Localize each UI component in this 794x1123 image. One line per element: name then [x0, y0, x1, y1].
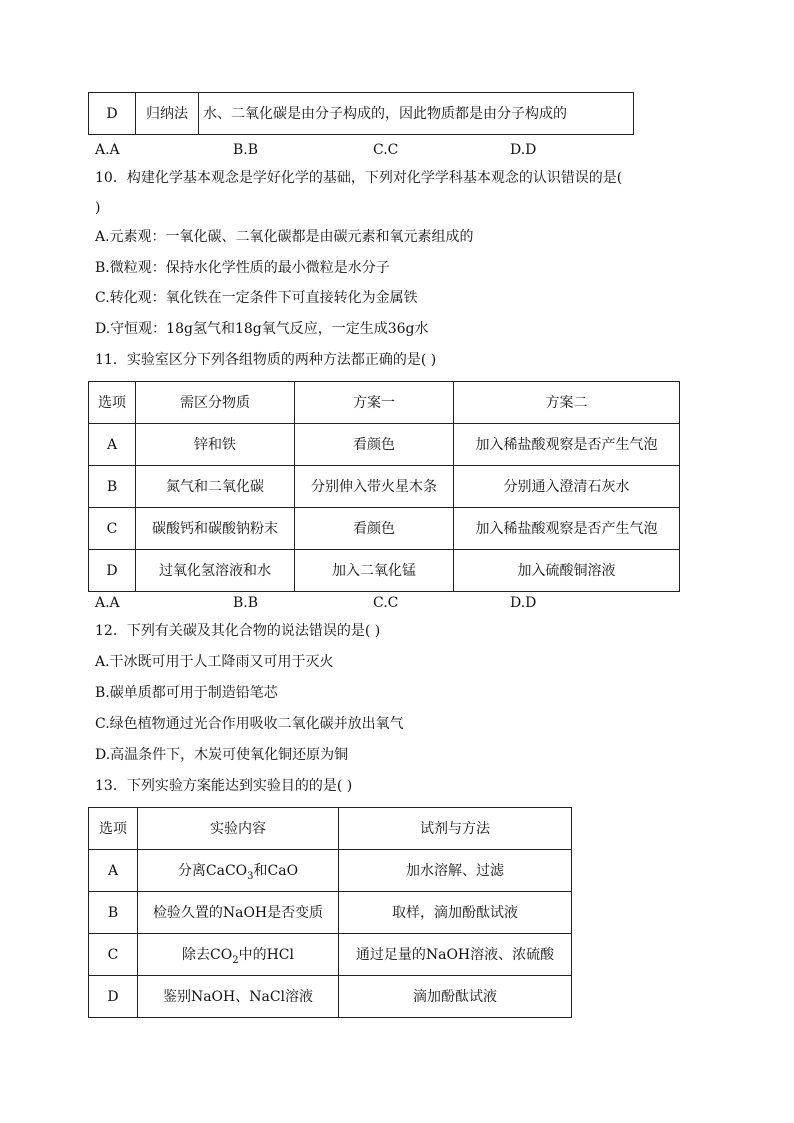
table-cell: B [89, 892, 138, 934]
header-cell: 试剂与方法 [339, 808, 572, 850]
table-q13 [88, 807, 572, 1018]
question-12-option-d: D.高温条件下，木炭可使氧化铜还原为铜 [95, 747, 349, 763]
question-11-stem: 11．实验室区分下列各组物质的两种方法都正确的是( ) [95, 352, 437, 368]
question-12-stem: 12．下列有关碳及其化合物的说法错误的是( ) [95, 623, 381, 639]
subscript: 2 [232, 954, 239, 966]
question-10-option-c: C.转化观：氧化铁在一定条件下可直接转化为金属铁 [95, 290, 418, 306]
table-cell: 看颜色 [295, 508, 454, 550]
answer-options-q9 [95, 141, 695, 159]
table-q9-fragment [88, 92, 634, 135]
table-cell: B [89, 466, 136, 508]
table-row [89, 550, 680, 592]
table-cell: 碳酸钙和碳酸钠粉末 [136, 508, 295, 550]
content-text: 和CaO [253, 862, 299, 879]
table-cell: 加入稀盐酸观察是否产生气泡 [454, 424, 680, 466]
table-cell: 分别伸入带火星木条 [295, 466, 454, 508]
content-text: 检验久置的NaOH是否变质 [152, 904, 324, 921]
question-10-stem-cont: ) [95, 200, 101, 216]
option-b: B.B [233, 595, 259, 611]
option-a: A.A [95, 595, 120, 611]
option-b: B.B [233, 142, 259, 158]
table-row [89, 508, 680, 550]
table-header-row [89, 382, 680, 424]
table-cell: C [89, 508, 136, 550]
content-text: 分离CaCO [177, 862, 248, 879]
table-cell: 加入二氧化锰 [295, 550, 454, 592]
table-cell: 取样，滴加酚酞试液 [339, 892, 572, 934]
question-12-option-a: A.干冰既可用于人工降雨又可用于灭火 [95, 654, 334, 670]
table-cell: 归纳法 [136, 93, 199, 135]
table-cell: 滴加酚酞试液 [339, 976, 572, 1018]
header-cell: 选项 [89, 808, 138, 850]
content-text: 鉴别NaOH、NaCl溶液 [162, 988, 314, 1005]
table-cell: 加水溶解、过滤 [339, 850, 572, 892]
table-cell: 锌和铁 [136, 424, 295, 466]
table-cell: A [89, 424, 136, 466]
table-cell [138, 976, 339, 1018]
table-cell: 氮气和二氧化碳 [136, 466, 295, 508]
header-cell: 实验内容 [138, 808, 339, 850]
table-row [89, 466, 680, 508]
question-12-option-c: C.绿色植物通过光合作用吸收二氧化碳并放出氧气 [95, 716, 404, 732]
header-cell: 选项 [89, 382, 136, 424]
table-cell: D [89, 976, 138, 1018]
question-10-option-a: A.元素观：一氧化碳、二氧化碳都是由碳元素和氧元素组成的 [95, 229, 474, 245]
table-row [89, 934, 572, 976]
question-10-option-b: B.微粒观：保持水化学性质的最小微粒是水分子 [95, 260, 390, 276]
header-cell: 方案一 [295, 382, 454, 424]
subscript: 3 [247, 870, 254, 882]
content-text: 中的HCl [238, 946, 294, 963]
table-cell: A [89, 850, 138, 892]
option-c: C.C [373, 142, 399, 158]
table-cell: 加入硫酸铜溶液 [454, 550, 680, 592]
question-12-option-b: B.碳单质都可用于制造铅笔芯 [95, 685, 278, 701]
table-cell: C [89, 934, 138, 976]
question-10-option-d: D.守恒观：18g氢气和18g氧气反应，一定生成36g水 [95, 321, 429, 337]
option-a: A.A [95, 142, 120, 158]
answer-options-q11 [95, 594, 695, 612]
option-d: D.D [510, 595, 537, 611]
question-13-stem: 13．下列实验方案能达到实验目的的是( ) [95, 778, 353, 794]
question-10-stem: 10．构建化学基本观念是学好化学的基础，下列对化学学科基本观念的认识错误的是( [95, 170, 623, 186]
table-q11 [88, 381, 680, 592]
option-d: D.D [510, 142, 537, 158]
table-cell: 看颜色 [295, 424, 454, 466]
table-row [89, 976, 572, 1018]
table-cell: 分别通入澄清石灰水 [454, 466, 680, 508]
table-header-row [89, 808, 572, 850]
table-row [89, 892, 572, 934]
table-cell: D [89, 93, 136, 135]
table-cell: 通过足量的NaOH溶液、浓硫酸 [339, 934, 572, 976]
table-cell [138, 850, 339, 892]
table-cell: 加入稀盐酸观察是否产生气泡 [454, 508, 680, 550]
table-cell: 过氧化氢溶液和水 [136, 550, 295, 592]
table-row [89, 424, 680, 466]
table-row [89, 93, 634, 135]
option-c: C.C [373, 595, 399, 611]
header-cell: 方案二 [454, 382, 680, 424]
table-row [89, 850, 572, 892]
table-cell [138, 934, 339, 976]
table-cell: 水、二氧化碳是由分子构成的，因此物质都是由分子构成的 [199, 93, 634, 135]
header-cell: 需区分物质 [136, 382, 295, 424]
content-text: 除去CO [182, 946, 233, 963]
table-cell [138, 892, 339, 934]
table-cell: D [89, 550, 136, 592]
